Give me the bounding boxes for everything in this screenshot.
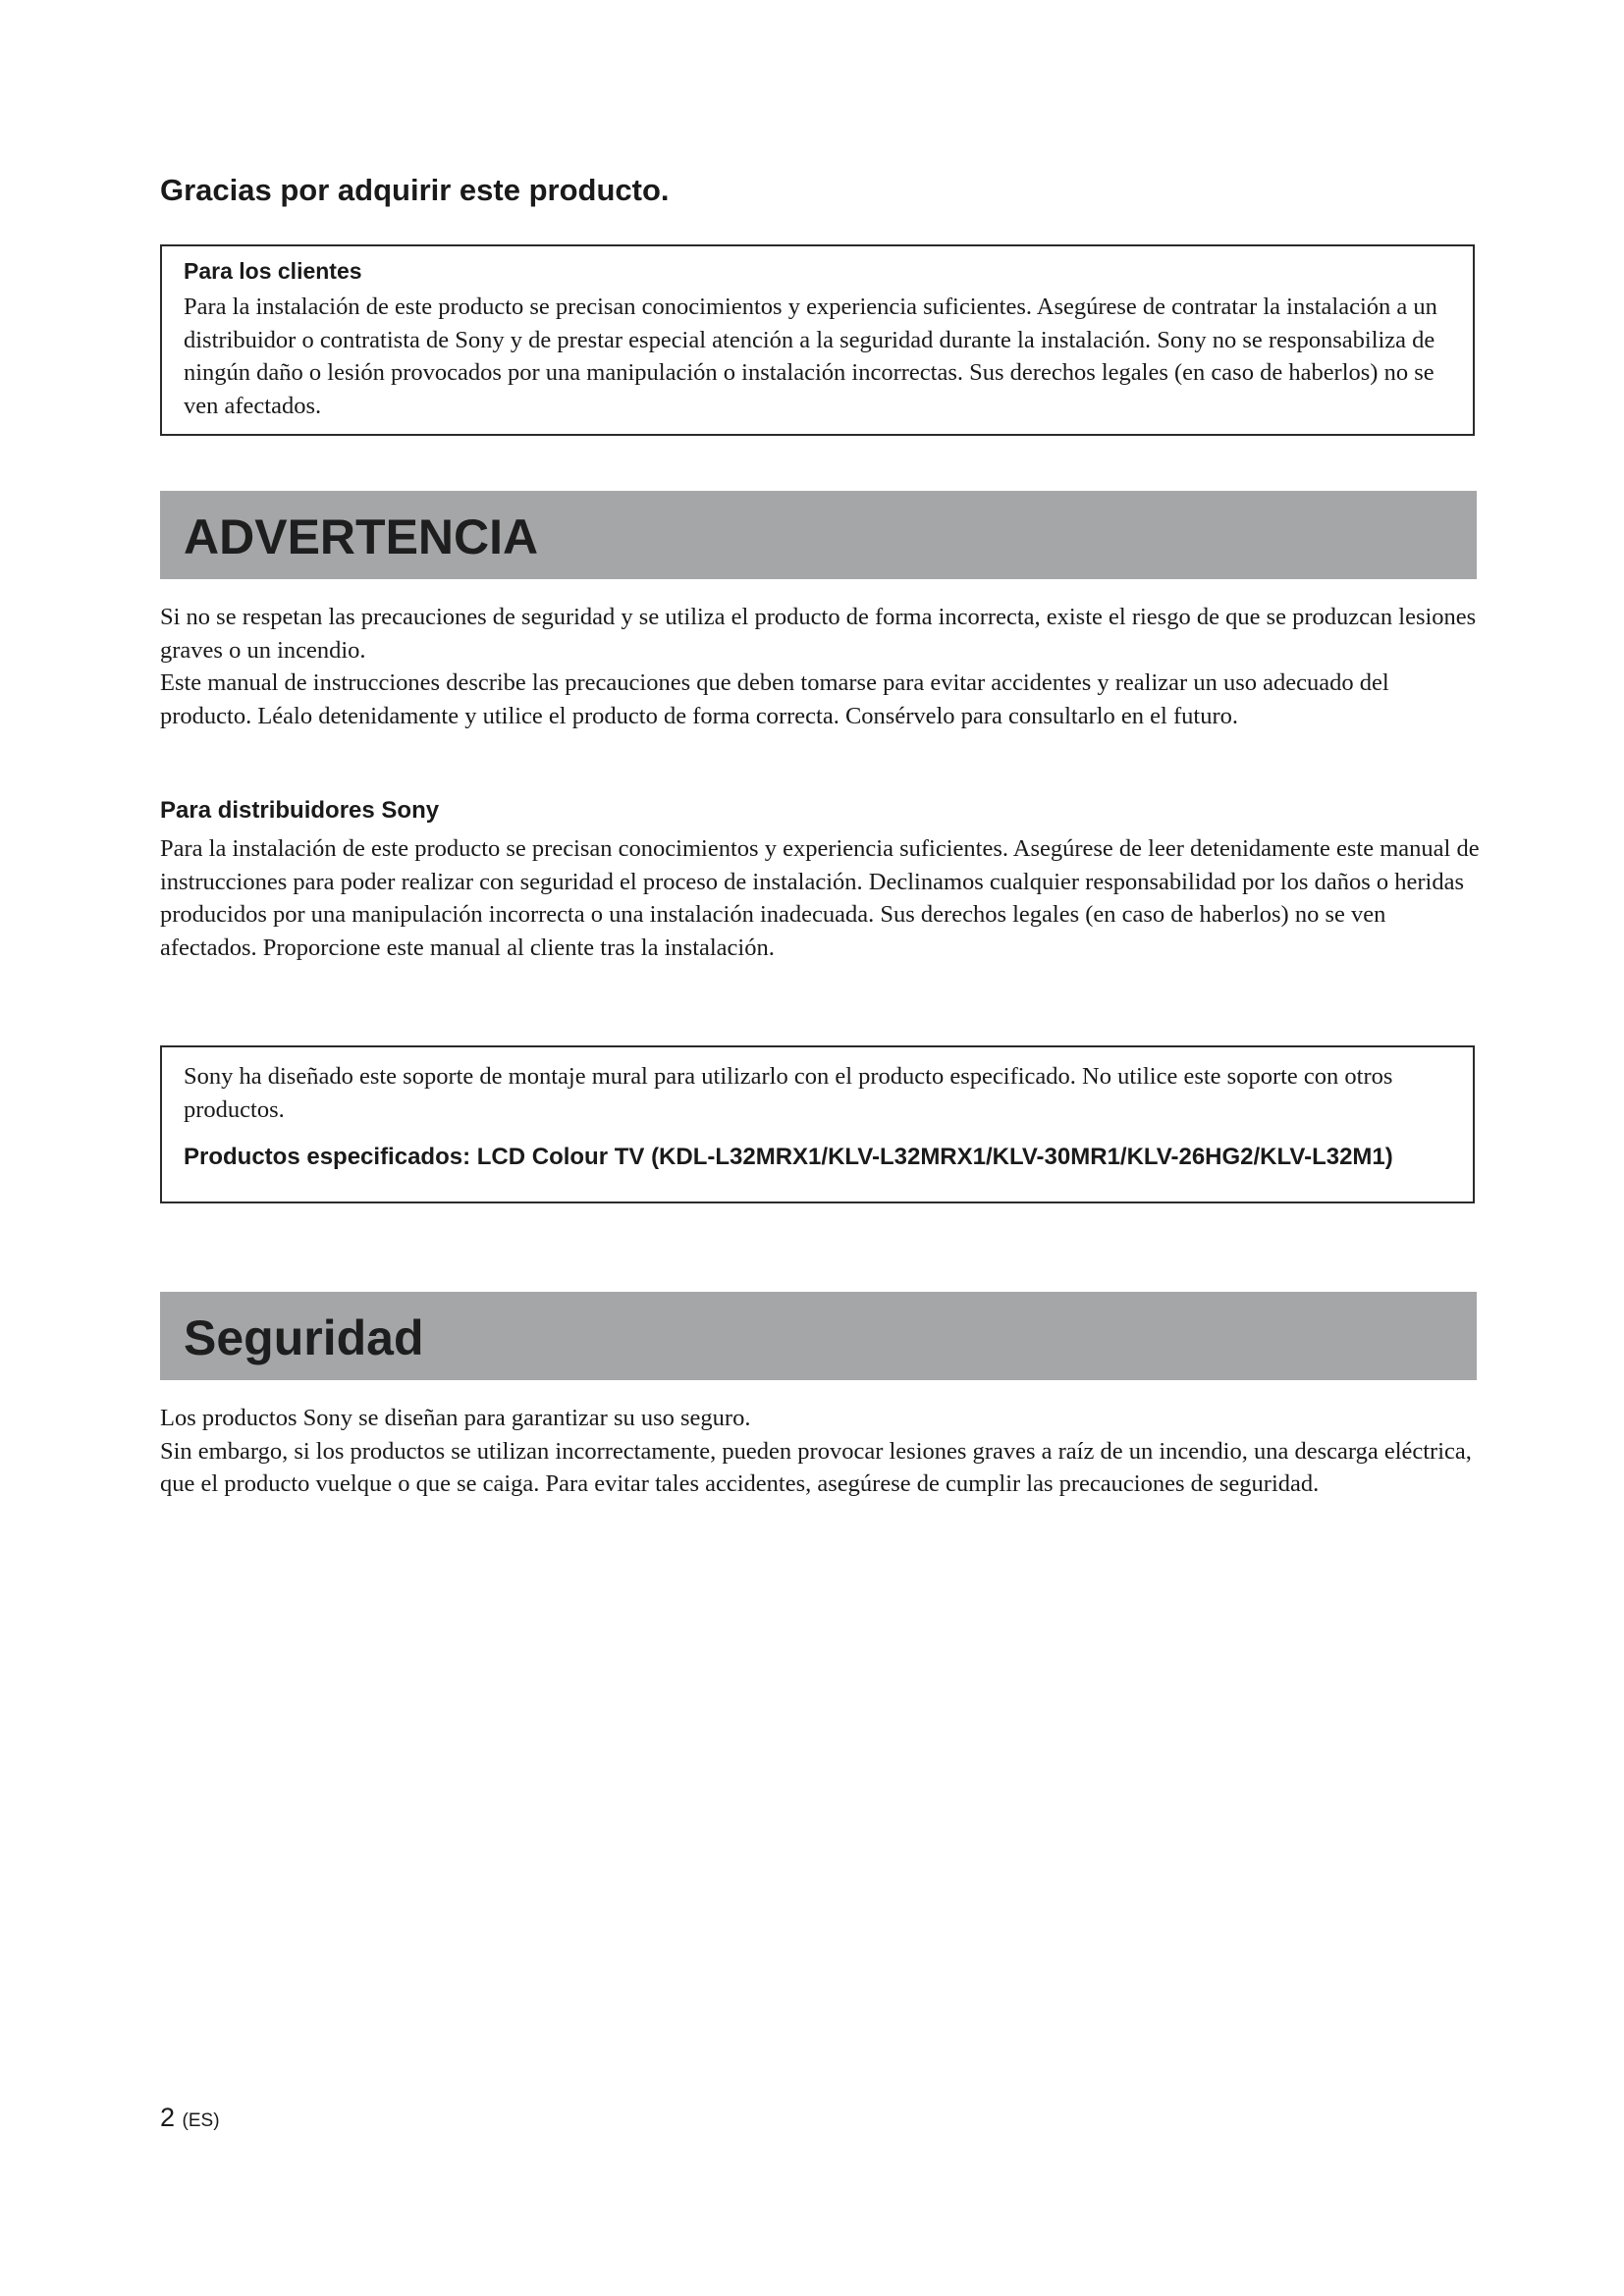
products-notice-text: Sony ha diseñado este soporte de montaje mural para utilizarlo con el producto especificado. No utilice este soporte con otros productos. [184, 1063, 1393, 1123]
warning-paragraph-2: Este manual de instrucciones describe las precauciones que deben tomarse para evitar accidentes y realizar un uso adecuado del producto. Léalo detenidamente y utilice el producto de forma correcta. Consérvelo para consultarlo en el futuro. [160, 669, 1389, 729]
warning-banner [160, 491, 1477, 579]
warning-text-block [160, 601, 1481, 732]
warning-title: ADVERTENCIA [184, 509, 539, 564]
safety-paragraph-2: Sin embargo, si los productos se utilizan incorrectamente, pueden provocar lesiones graves a raíz de un incendio, una descarga eléctrica, que el producto vuelque o que se caiga. Para evitar tales accidentes, asegúrese de cumplir las precauciones de seguridad. [160, 1437, 1472, 1497]
specified-products-line: Productos especificados: LCD Colour TV (KDL-L32MRX1/KLV-L32MRX1/KLV-30MR1/KLV-26HG2/KLV-L32M1) [184, 1144, 1393, 1170]
safety-paragraph-1: Los productos Sony se diseñan para garantizar su uso seguro. [160, 1405, 751, 1431]
page-language-code: (ES) [182, 2110, 220, 2131]
page-number-value: 2 [160, 2103, 176, 2132]
page-title: Gracias por adquirir este producto. [160, 173, 670, 207]
page-number [160, 2103, 220, 2133]
customers-text: Para la instalación de este producto se precisan conocimientos y experiencia suficientes. Asegúrese de contratar la instalación a un distribuidor o contratista de Sony y de prestar especial atención a la seguridad durante la instalación. Sony no se responsabiliza de ningún daño o lesión provocados por una manipulación o instalación incorrectas. Sus derechos legales (en caso de haberlos) no se ven afectados. [184, 294, 1437, 419]
customers-notice-box [160, 244, 1475, 436]
distributors-heading: Para distribuidores Sony [160, 797, 440, 824]
safety-banner [160, 1292, 1477, 1380]
warning-paragraph-1: Si no se respetan las precauciones de seguridad y se utiliza el producto de forma incorrecta, existe el riesgo de que se produzcan lesiones graves o un incendio. [160, 604, 1477, 664]
safety-text-block [160, 1402, 1481, 1501]
distributors-text: Para la instalación de este producto se precisan conocimientos y experiencia suficientes. Asegúrese de leer detenidamente este manual de instrucciones para poder realizar con seguridad el proceso de instalación. Declinamos cualquier responsabilidad por los daños o heridas producidos por una manipulación incorrecta o una instalación inadecuada. Sus derechos legales (en caso de haberlos) no se ven afectados. Proporcione este manual al cliente tras la instalación. [160, 835, 1480, 961]
safety-title: Seguridad [184, 1310, 424, 1365]
specified-products-box [160, 1045, 1475, 1203]
customers-heading: Para los clientes [184, 258, 362, 284]
